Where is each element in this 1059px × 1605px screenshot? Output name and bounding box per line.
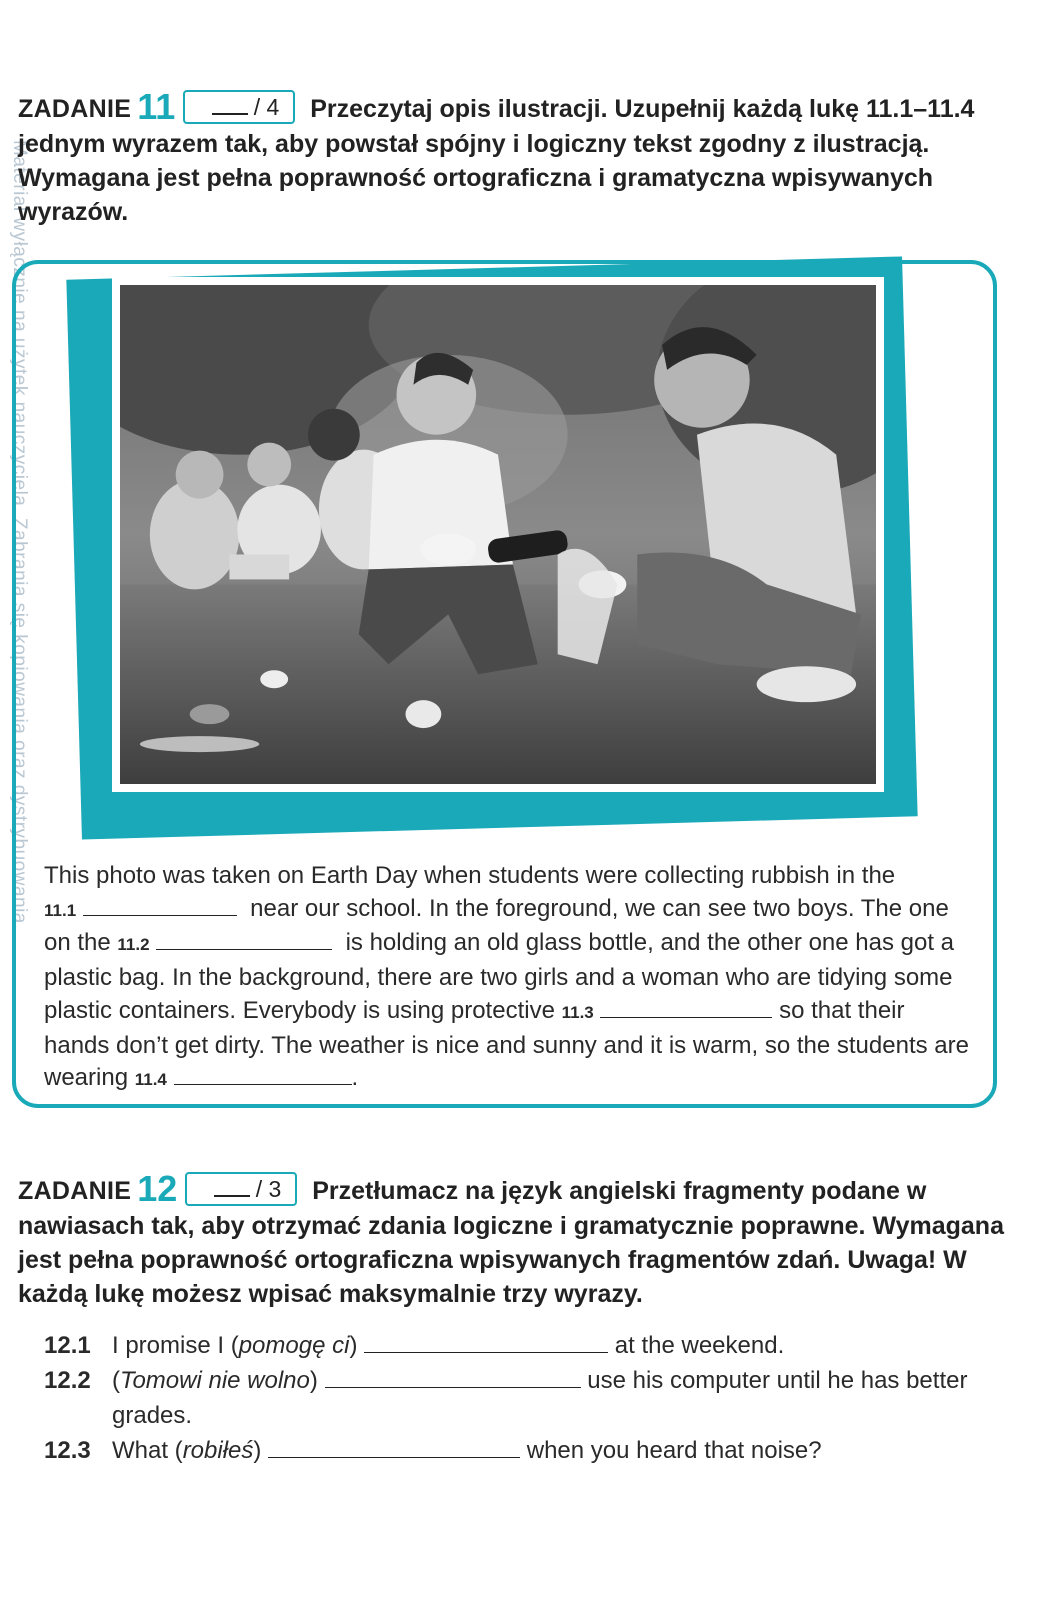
text-part-3: is holding an old glass bottle, and the other one has got a plastic bag. In the background, there are two girls and a woman who are tidying some plastic containers. Everybody is using protective [44, 929, 955, 1024]
gap-12-1-line[interactable] [364, 1332, 608, 1353]
list-item [44, 1433, 1004, 1468]
item-hint-close: ) [309, 1367, 318, 1394]
task-12-instruction [18, 1170, 1008, 1311]
list-item [44, 1363, 1004, 1433]
gap-11-2-number: 11.2 [117, 935, 150, 955]
task-11-label: ZADANIE [18, 95, 132, 123]
text-part-2: near our school. In the foreground, we can see two boys. The one on the [44, 894, 949, 957]
list-item [44, 1328, 1004, 1363]
score-blank [212, 95, 248, 115]
item-text-after: at the weekend. [614, 1332, 785, 1359]
task-11-text [44, 860, 974, 1097]
text-part-1: This photo was taken on Earth Day when students were collecting rubbish in the [44, 862, 896, 889]
item-text [112, 1433, 1004, 1468]
watermark-text: Materiał wyłącznie na użytek nauczyciela. Zabrania się kopiowania oraz dystrybuowania. [9, 140, 30, 930]
task-12-number: 12 [137, 1168, 178, 1209]
item-text-before: What ( [112, 1437, 183, 1464]
gap-11-2-line[interactable] [156, 929, 332, 950]
item-text-after: when you heard that noise? [526, 1437, 822, 1464]
task-11-number: 11 [137, 86, 176, 127]
task-11-score-max: / 4 [253, 94, 280, 121]
item-text-after: use his computer until he has better grades. [112, 1367, 968, 1429]
task-11-instruction-first: Przeczytaj opis ilustracji. Uzupełnij każdą lukę [310, 95, 860, 123]
task-12-score-box[interactable] [185, 1172, 297, 1206]
gap-12-2-line[interactable] [325, 1367, 581, 1388]
task-11-score-box[interactable] [183, 90, 295, 124]
item-number: 12.2 [44, 1367, 91, 1394]
text-part-5: . [351, 1064, 359, 1092]
item-text [112, 1363, 1004, 1433]
task-11-instruction [18, 88, 1008, 229]
item-hint: robiłeś [182, 1437, 254, 1464]
item-hint-close: ) [253, 1437, 262, 1464]
item-hint: Tomowi nie wolno [120, 1367, 310, 1394]
text-part-4: so that their hands don’t get dirty. The weather is nice and sunny and it is warm, so the students are wearing [44, 996, 969, 1092]
gap-11-3-line[interactable] [600, 997, 772, 1018]
task-12-instruction-first: Przetłumacz na język angielski fragmenty podane [312, 1177, 900, 1205]
gap-11-1-line[interactable] [83, 895, 237, 916]
photo-illustration [120, 285, 876, 784]
score-blank [214, 1177, 250, 1197]
item-text-before: I promise I ( [112, 1332, 239, 1359]
gap-11-3-number: 11.3 [561, 1002, 594, 1022]
item-hint-close: ) [349, 1332, 358, 1359]
gap-11-1-number: 11.1 [44, 900, 77, 920]
gap-11-4-number: 11.4 [134, 1070, 167, 1090]
gap-11-4-line[interactable] [174, 1064, 352, 1085]
item-text-before: ( [112, 1367, 120, 1394]
item-number: 12.1 [44, 1332, 91, 1359]
item-text [112, 1328, 1004, 1363]
item-number: 12.3 [44, 1437, 91, 1464]
task-12-items [44, 1328, 1004, 1468]
task-12-label: ZADANIE [18, 1177, 132, 1205]
gap-12-3-line[interactable] [268, 1437, 520, 1458]
item-hint: pomogę ci [238, 1332, 350, 1359]
task-12-score-max: / 3 [255, 1176, 282, 1203]
task-12-instruction-rest: w nawiasach tak, aby otrzymać zdania logiczne i gramatycznie poprawne. Wymagana jest pełna poprawność ortograficzna wpisywanych fragmentów zdań. Uwaga! W każdą lukę możesz wpisać maksymalnie trzy wyrazy. [18, 1177, 1004, 1309]
earth-day-photo [112, 277, 884, 792]
task-11-instruction-rest: 11.1–11.4 jednym wyrazem tak, aby powstał spójny i logiczny tekst zgodny z ilustracją. Wymagana jest pełna poprawność ortograficzna i gramatyczna wpisywanych wyrazów. [18, 95, 975, 227]
